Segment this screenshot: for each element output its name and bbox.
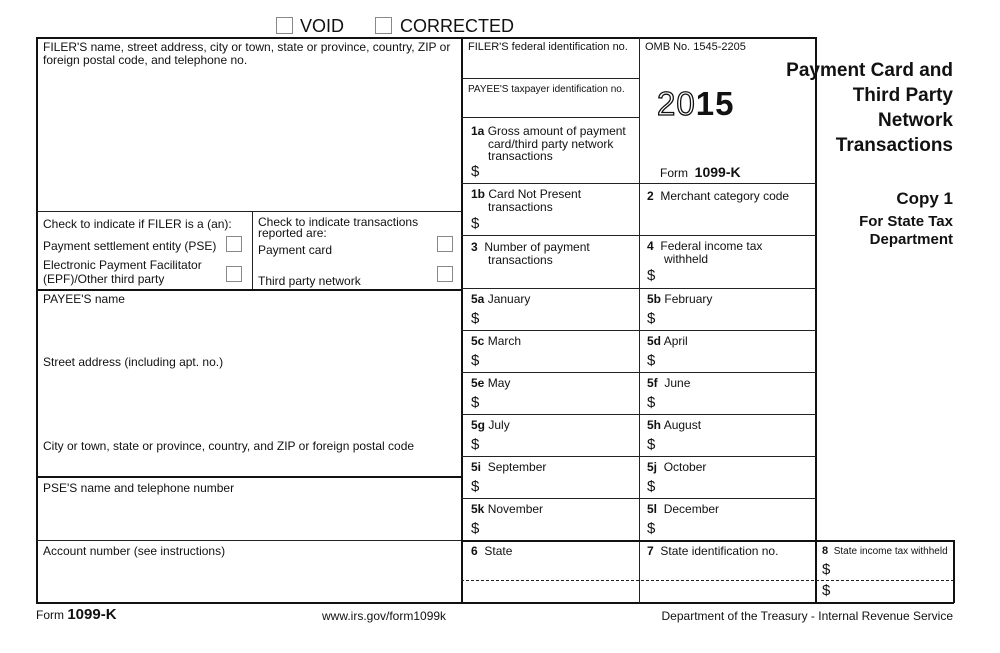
- filer-federal-id-label: FILER'S federal identification no.: [468, 41, 628, 53]
- month-dollar: $: [647, 310, 656, 327]
- month-number: 5k: [471, 502, 485, 516]
- box-2-label: Merchant category code: [660, 189, 790, 203]
- month-dollar: $: [471, 478, 480, 495]
- third-party-network-checkbox[interactable]: [437, 266, 453, 282]
- month-label: August: [663, 418, 702, 432]
- month-number: 5f: [647, 376, 658, 390]
- form-name: 1099-K: [694, 164, 741, 180]
- epf-label-line2: (EPF)/Other third party: [43, 272, 165, 286]
- month-number: 5l: [647, 502, 658, 516]
- box-1b-dollar: $: [471, 215, 480, 232]
- footer-dept: Department of the Treasury - Internal Revenue Service: [661, 609, 953, 623]
- footer-form-name: 1099-K: [67, 606, 117, 623]
- month-label: September: [487, 460, 547, 474]
- payee-tin-label: PAYEE'S taxpayer identification no.: [468, 84, 625, 95]
- filer-type-label: Check to indicate if FILER is a (an):: [43, 217, 232, 231]
- box-7-label: State identification no.: [660, 544, 779, 558]
- box-4-label: Federal income tax: [660, 239, 763, 253]
- month-dollar: $: [471, 436, 480, 453]
- month-label: March: [487, 334, 522, 348]
- month-number: 5b: [647, 292, 662, 306]
- box-3-number: 3: [471, 240, 478, 254]
- box-8-dollar-1: $: [822, 561, 831, 578]
- filer-name-label: FILER'S name, street address, city or town, state or province, country, ZIP or foreign postal code, and telephone no.: [43, 40, 451, 67]
- month-label: December: [663, 502, 720, 516]
- footer-form-word: Form: [36, 608, 64, 622]
- month-number: 5g: [471, 418, 486, 432]
- omb-number: OMB No. 1545-2205: [645, 41, 746, 53]
- payment-card-label: Payment card: [258, 243, 333, 257]
- box-6-label: State: [484, 544, 513, 558]
- box-8-label: State income tax withheld: [833, 546, 948, 557]
- month-dollar: $: [471, 520, 480, 537]
- footer-url: www.irs.gov/form1099k: [322, 609, 447, 623]
- form-label-header: [660, 166, 741, 180]
- box-1a-label-line2: card/third party network: [488, 137, 614, 151]
- void-checkbox[interactable]: [276, 17, 293, 34]
- epf-checkbox[interactable]: [226, 266, 242, 282]
- month-label: May: [487, 376, 511, 390]
- epf-label-line1: Electronic Payment Facilitator: [43, 258, 202, 272]
- box-1a-label-line3: transactions: [488, 149, 553, 163]
- payee-city-label: City or town, state or province, country, and ZIP or foreign postal code: [43, 439, 415, 453]
- tax-year-prefix: 20: [657, 85, 696, 122]
- transactions-label-line2: reported are:: [258, 226, 327, 240]
- pse-label: Payment settlement entity (PSE): [43, 239, 217, 253]
- box-1a-dollar: $: [471, 163, 480, 180]
- box-4-label-line2: withheld: [664, 252, 709, 266]
- month-label: November: [487, 502, 544, 516]
- box-1a-number: 1a: [471, 124, 485, 138]
- box-8-dollar-2: $: [822, 582, 831, 599]
- corrected-checkbox[interactable]: [375, 17, 392, 34]
- box-3-label: Number of payment: [484, 240, 590, 254]
- copy-desc-line2: Department: [869, 231, 953, 248]
- form-title-line1: Payment Card and: [786, 60, 953, 81]
- void-label: VOID: [300, 16, 345, 36]
- box-7-number: 7: [647, 544, 654, 558]
- month-label: February: [664, 292, 713, 306]
- box-3-label-line2: transactions: [488, 253, 553, 267]
- month-dollar: $: [647, 478, 656, 495]
- month-dollar: $: [647, 520, 656, 537]
- box-1b-label: Card Not Present: [488, 187, 582, 201]
- copy-label: Copy 1: [896, 189, 953, 208]
- transactions-label-line1: Check to indicate transactions: [258, 215, 419, 229]
- month-dollar: $: [647, 436, 656, 453]
- month-number: 5a: [471, 292, 485, 306]
- box-1b-number: 1b: [471, 187, 486, 201]
- month-label: July: [488, 418, 510, 432]
- month-dollar: $: [471, 310, 480, 327]
- box-4-number: 4: [647, 239, 654, 253]
- month-number: 5i: [471, 460, 482, 474]
- form-title-line2: Third Party: [852, 85, 953, 106]
- box-6-number: 6: [471, 544, 478, 558]
- month-dollar: $: [647, 352, 656, 369]
- box-8-number: 8: [822, 545, 829, 557]
- copy-desc-line1: For State Tax: [859, 213, 953, 230]
- form-title-line4: Transactions: [835, 135, 953, 156]
- form-title-line3: Network: [878, 110, 953, 131]
- box-4-dollar: $: [647, 267, 656, 284]
- account-number-label: Account number (see instructions): [43, 544, 226, 558]
- month-dollar: $: [471, 394, 480, 411]
- footer-form-label: [36, 607, 117, 623]
- tax-year: [657, 86, 734, 122]
- month-number: 5c: [471, 334, 485, 348]
- third-party-network-label: Third party network: [258, 274, 361, 288]
- month-number: 5d: [647, 334, 662, 348]
- tax-year-suffix: 15: [695, 85, 735, 122]
- payee-street-label: Street address (including apt. no.): [43, 355, 224, 369]
- box-1a-label: Gross amount of payment: [487, 124, 626, 138]
- pse-name-label: PSE'S name and telephone number: [43, 481, 235, 495]
- month-label: June: [664, 376, 691, 390]
- month-dollar: $: [647, 394, 656, 411]
- form-word: Form: [660, 166, 688, 180]
- payment-card-checkbox[interactable]: [437, 236, 453, 252]
- box-2-number: 2: [647, 189, 654, 203]
- month-label: January: [487, 292, 531, 306]
- month-number: 5e: [471, 376, 485, 390]
- month-label: April: [663, 334, 688, 348]
- corrected-label: CORRECTED: [400, 16, 515, 36]
- month-label: October: [663, 460, 707, 474]
- box-1b-label-line2: transactions: [488, 200, 553, 214]
- month-number: 5j: [647, 460, 658, 474]
- pse-checkbox[interactable]: [226, 236, 242, 252]
- month-number: 5h: [647, 418, 662, 432]
- month-dollar: $: [471, 352, 480, 369]
- payee-name-label: PAYEE'S name: [43, 292, 125, 306]
